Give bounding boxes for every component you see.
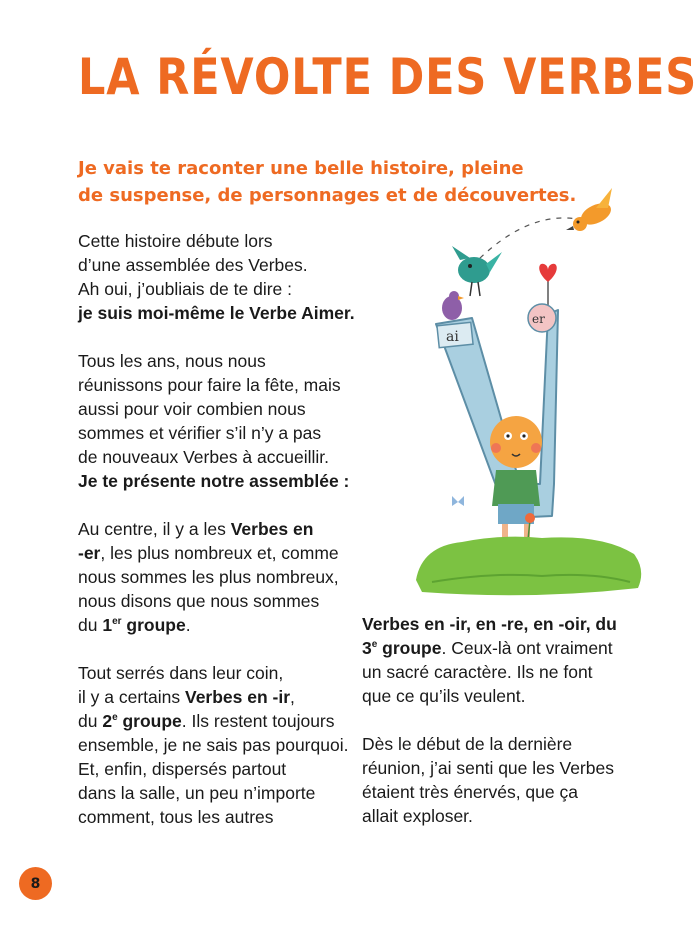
text-line: de nouveaux Verbes à accueillir. — [78, 447, 329, 467]
text-line: sommes et vérifier s’il n’y a pas — [78, 423, 322, 443]
text-line: comment, tous les autres — [78, 807, 274, 827]
character-shirt — [492, 470, 540, 506]
verb-v-illustration — [412, 184, 644, 600]
text-line: 3e groupe. Ceux-là ont vraiment — [362, 638, 613, 658]
text-line: que ce qu’ils veulent. — [362, 686, 526, 706]
text-line-bold: je suis moi-même le Verbe Aimer. — [78, 303, 355, 323]
intro-line-2: de suspense, de personnages et de découvertes. — [78, 185, 577, 206]
intro-line-1: Je vais te raconter une belle histoire, pleine — [78, 158, 524, 179]
text-line: réunissons pour faire la fête, mais — [78, 375, 341, 395]
text-line: du 1er groupe. — [78, 615, 191, 635]
text-line: nous sommes les plus nombreux, — [78, 567, 339, 587]
purple-bird-icon — [442, 291, 464, 320]
green-bird-icon — [452, 246, 502, 296]
text-line: ensemble, je ne sais pas pourquoi. — [78, 735, 349, 755]
page-title: LA RÉVOLTE DES VERBES — [78, 48, 698, 106]
text-line: dans la salle, un peu n’importe — [78, 783, 316, 803]
text-line-bold: Je te présente notre assemblée : — [78, 471, 350, 491]
right-column — [362, 612, 642, 828]
text-line: aussi pour voir combien nous — [78, 399, 306, 419]
grass-mound — [416, 537, 641, 596]
text-line: il y a certains Verbes en -ir, — [78, 687, 295, 707]
left-column — [78, 229, 355, 829]
text-line-bold: Verbes en -ir, en -re, en -oir, du — [362, 614, 617, 634]
text-line: un sacré caractère. Ils ne font — [362, 662, 593, 682]
text-line: Cette histoire débute lors — [78, 231, 273, 251]
text-line: Tous les ans, nous nous — [78, 351, 266, 371]
butterfly-icon — [452, 496, 464, 506]
text-line: Tout serrés dans leur coin, — [78, 663, 284, 683]
text-line: Et, enfin, dispersés partout — [78, 759, 287, 779]
text-line: nous disons que nous sommes — [78, 591, 320, 611]
text-line: Ah oui, j’oubliais de te dire : — [78, 279, 293, 299]
text-line: du 2e groupe. Ils restent toujours — [78, 711, 335, 731]
orange-bird-icon — [566, 188, 614, 231]
text-line: étaient très énervés, que ça — [362, 782, 578, 802]
text-line: réunion, j’ai senti que les Verbes — [362, 758, 614, 778]
text-line: d’une assemblée des Verbes. — [78, 255, 308, 275]
flight-path — [472, 218, 590, 266]
letter-tag-ai-label: ai — [446, 329, 459, 345]
page-number-badge — [19, 867, 52, 900]
page-number: 8 — [30, 875, 41, 892]
letter-tag-er-label: er — [532, 312, 545, 326]
character-face — [490, 416, 542, 468]
heart-icon — [539, 264, 557, 308]
text-line: -er, les plus nombreux et, comme — [78, 543, 339, 563]
text-line: Dès le début de la dernière — [362, 734, 573, 754]
text-line: Au centre, il y a les Verbes en — [78, 519, 314, 539]
text-line: allait exploser. — [362, 806, 473, 826]
